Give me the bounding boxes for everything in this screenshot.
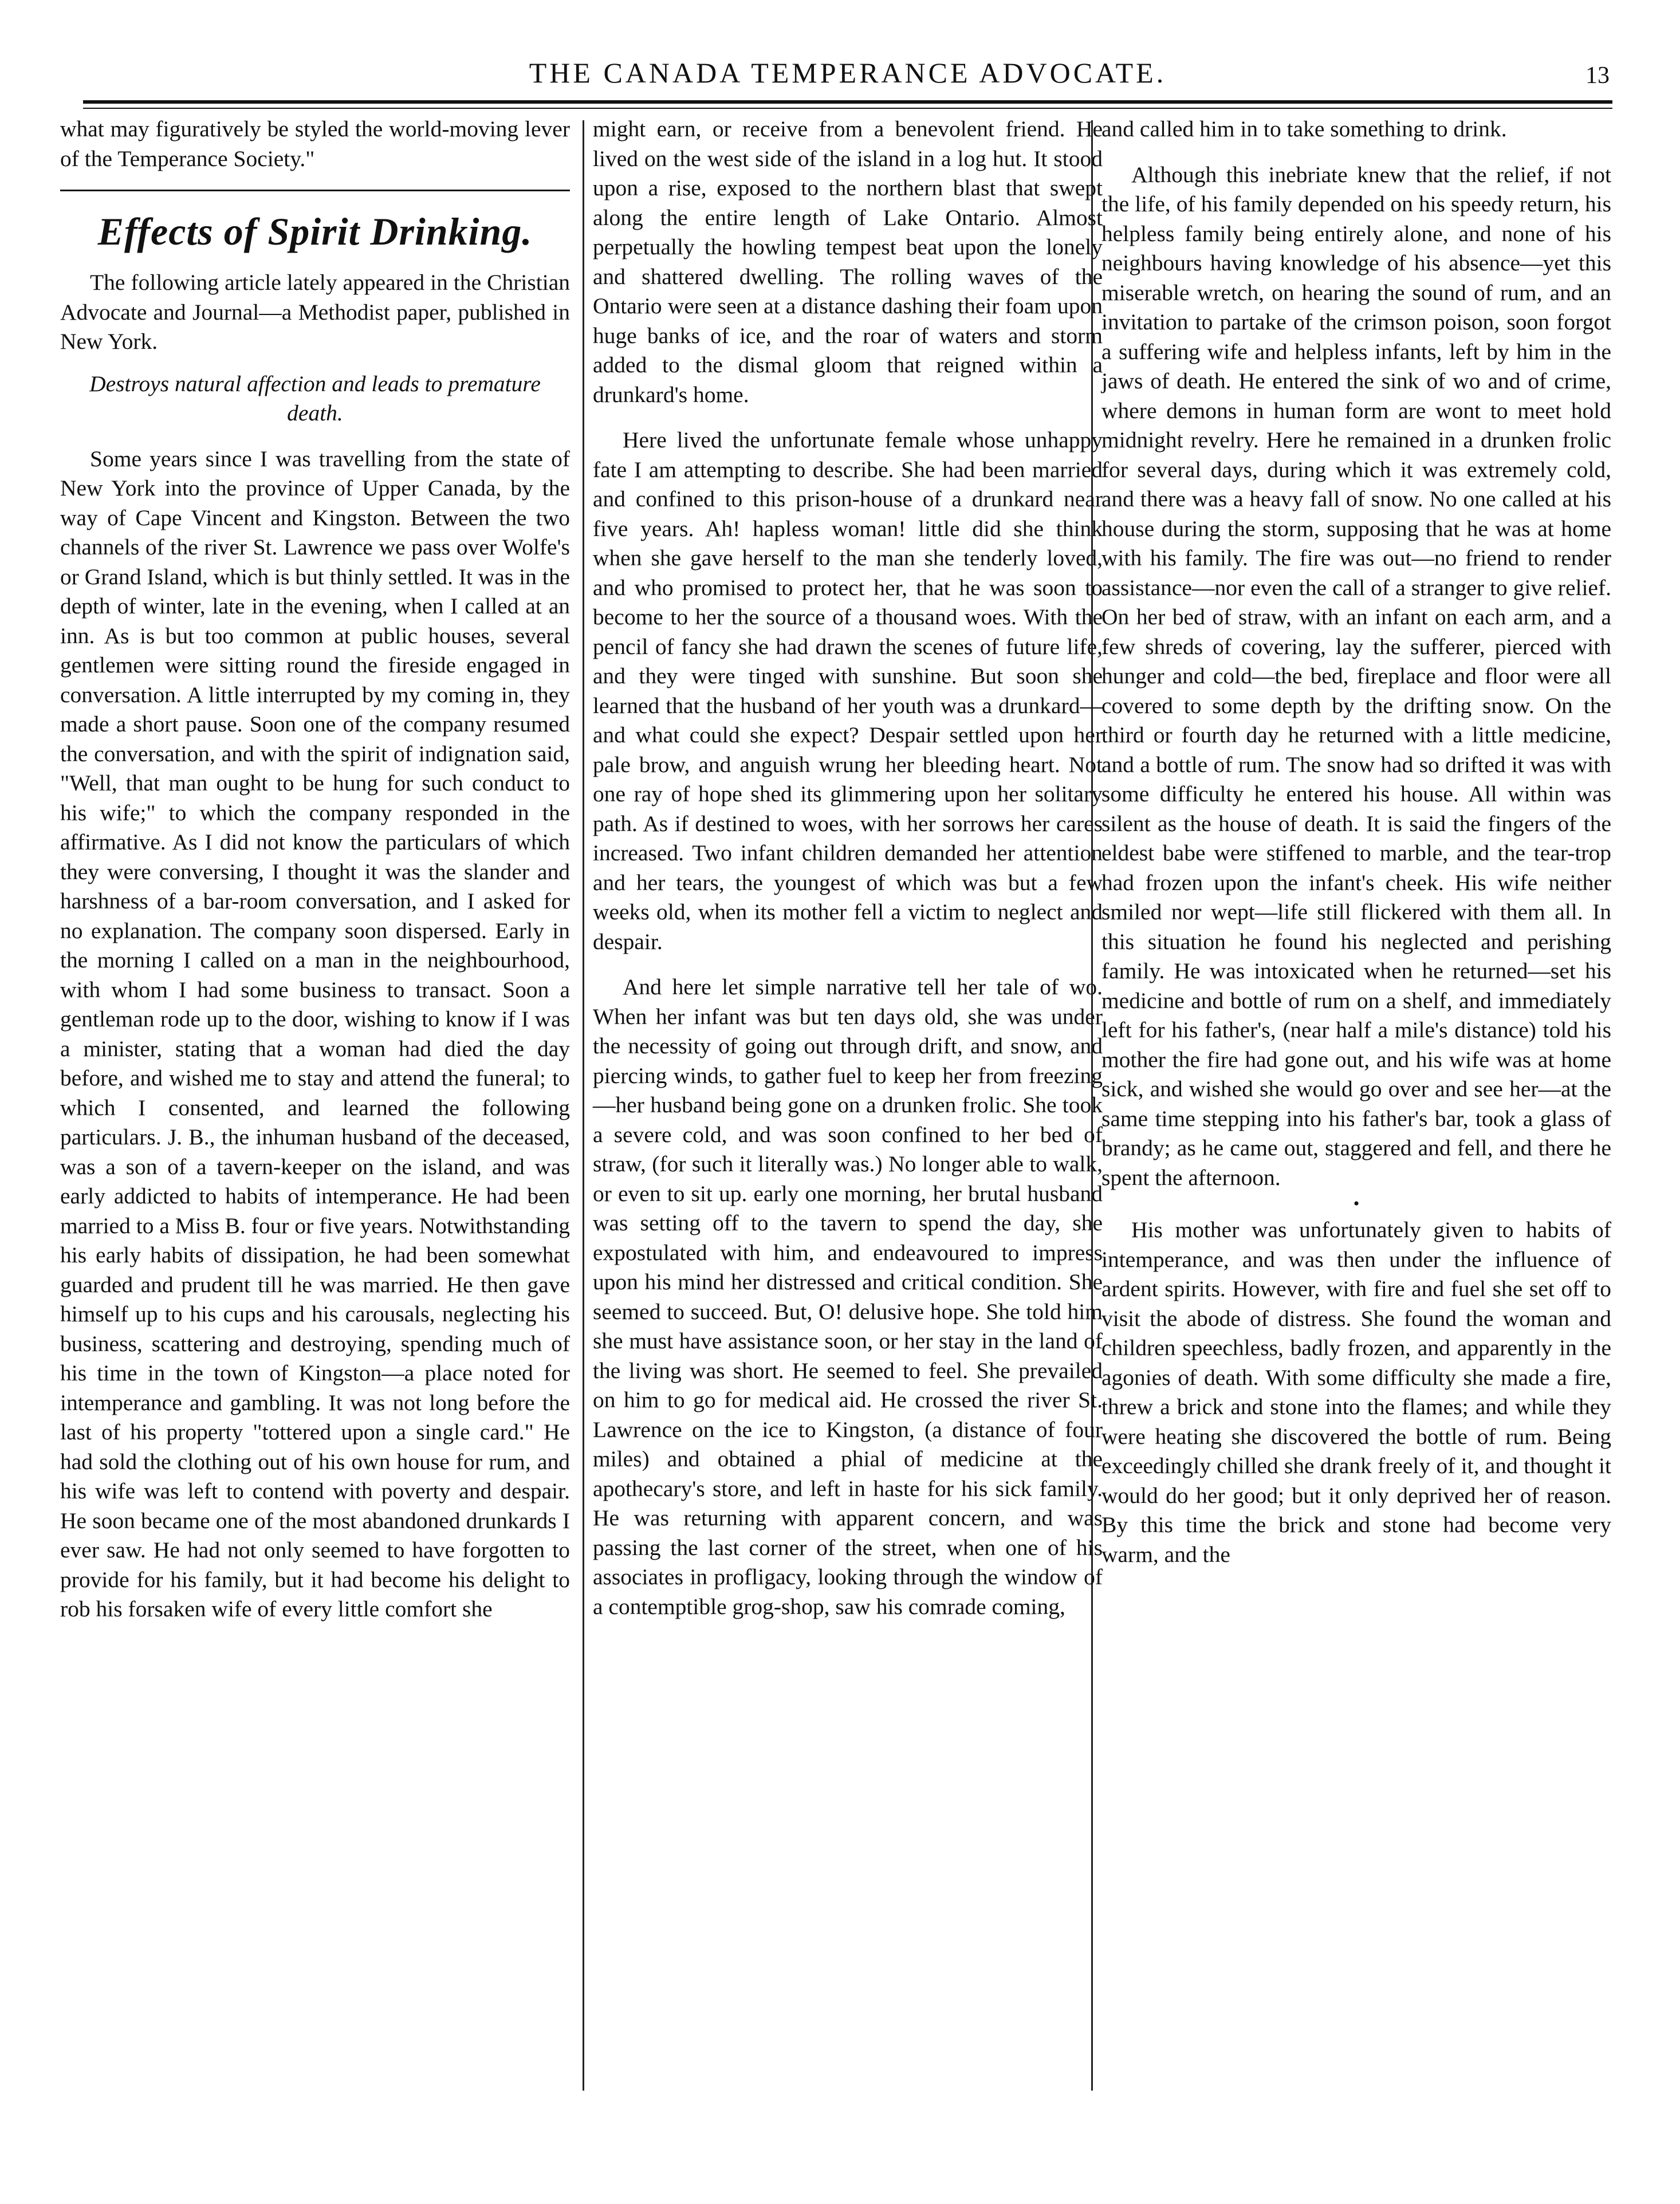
newspaper-title: THE CANADA TEMPERANCE ADVOCATE. bbox=[529, 57, 1167, 89]
subheading: Destroys natural affection and leads to premature death. bbox=[89, 371, 541, 426]
running-head bbox=[86, 52, 1610, 103]
column-divider-1 bbox=[583, 120, 584, 2091]
section-divider bbox=[60, 190, 570, 191]
article-paragraph: And here let simple narrative tell her tale of wo. When her infant was but ten days old, she was under the necessity of going out through drift, and snow, and piercing winds, to gather fuel to keep her from freezing—her husband being gone on a drunken frolic. She took a severe cold, and was soon confined to her bed of straw, (for such it literally was.) No longer able to walk, or even to sit up. early one morning, her brutal husband was setting off to the tavern to spend the day, she expostulated with him, and endeavoured to impress upon his mind her distressed and critical condition. She seemed to succeed. But, O! delusive hope. She told him she must have assistance soon, or her stay in the land of the living was short. He seemed to feel. She prevailed on him to go for medical aid. He crossed the river St. Lawrence on the ice to Kingston, (a distance of four miles) and obtained a phial of medicine at the apothecary's store, and left in haste for his sick family. He was returning with apparent concern, and was passing the last corner of the street, when one of his associates in profligacy, looking through the window of a contemptible grog-shop, saw his comrade coming, bbox=[593, 974, 1103, 1619]
article-paragraph: Although this inebriate knew that the relief, if not the life, of his family depended on his speedy return, his helpless family being entirely alone, and none of his neighbours having knowledge of his absence—yet this miserable wretch, on hearing the sound of rum, and an invitation to partake of the crimson poison, soon forgot a suffering wife and helpless infants, left by him in the jaws of death. He entered the sink of wo and of crime, where demons in human form are wont to meet hold midnight revelry. Here he remained in a drunken frolic for several days, during which it was extremely cold, and there was a heavy fall of snow. No one called at his house during the storm, supposing that he was at home with his family. The fire was out—no friend to render assistance—nor even the call of a stranger to give relief. On her bed of straw, with an infant on each arm, and a few shreds of covering, lay the sufferer, pierced with hunger and cold—the bed, fireplace and floor were all covered to some depth by the drifting snow. On the third or fourth day he returned with a little medicine, and a bottle of rum. The snow had so drifted it was with some difficulty he entered his house. All within was silent as the house of death. It is said the fingers of the eldest babe were stiffened to marble, and the tear-trop had frozen upon the infant's cheek. His wife neither smiled nor wept—life still flickered with them all. In this situation he found his neglected and perishing family. He was intoxicated when he returned—set his medicine and bottle of rum on a shelf, and immediately left for his father's, (near half a mile's distance) told his mother the fire had gone out, and his wife was at home sick, and wished she would go over and see her—at the same time stepping into his father's bar, took a glass of brandy; as he came out, staggered and fell, and there he spent the afternoon. bbox=[1101, 162, 1611, 1190]
article-paragraph: might earn, or receive from a benevolent friend. He lived on the west side of the island in a log hut. It stood upon a rise, exposed to the northern blast that swept along the entire length of Lake Ontario. Almost perpetually the howling tempest beat upon the lonely and shattered dwelling. The rolling waves of the Ontario were seen at a distance dashing their foam upon huge banks of ice, and the roar of waters and storm added to the dismal gloom that reigned within a drunkard's home. bbox=[593, 116, 1103, 407]
lead-paragraph: The following article lately appeared in the Christian Advocate and Journal—a Methodist paper, published in New York. bbox=[60, 270, 570, 354]
article-paragraph: Here lived the unfortunate female whose unhappy fate I am attempting to describe. She had been married and confined to this prison-house of a drunkard near five years. Ah! hapless woman! little did she think when she gave herself to the man she tenderly loved, and who promised to protect her, that he was soon to become to her the source of a thousand woes. With the pencil of fancy she had drawn the scenes of future life, and they were tinged with sunshine. But soon she learned that the husband of her youth was a drunkard—and what could she expect? Despair settled upon her pale brow, and anguish wrung her bleeding heart. Not one ray of hope shed its glimmering upon her solitary path. As if destined to woes, with her sorrows her cares increased. Two infant children demanded her attention and her tears, the youngest of which was but a few weeks old, when its mother fell a victim to neglect and despair. bbox=[593, 427, 1103, 954]
column-3 bbox=[1101, 115, 1611, 1569]
column-1 bbox=[60, 115, 570, 1624]
section-title: Effects of Spirit Drinking. bbox=[97, 210, 533, 253]
bullet-ornament: • bbox=[1353, 1194, 1360, 1213]
article-paragraph: His mother was unfortunately given to habits of intemperance, and was then under the influence of ardent spirits. However, with fire and fuel she set off to visit the abode of distress. She found the woman and children speechless, badly frozen, and apparently in the agonies of death. With some difficulty she made a fire, threw a brick and stone into the flames; and while they were heating she discovered the bottle of rum. Being exceedingly chilled she drank freely of it, and thought it would do her good; but it only deprived her of reason. By this time the brick and stone had become very warm, and the bbox=[1101, 1217, 1611, 1567]
intro-text: what may figuratively be styled the world-moving lever of the Temperance Society." bbox=[60, 116, 570, 171]
article-paragraph: and called him in to take something to drink. bbox=[1101, 116, 1507, 141]
header-rule-thin bbox=[83, 108, 1612, 109]
header-rule bbox=[83, 100, 1612, 104]
page-number: 13 bbox=[1585, 62, 1610, 89]
column-2 bbox=[593, 115, 1103, 1621]
article-paragraph: Some years since I was travelling from the state of New York into the province of Upper Canada, by the way of Cape Vincent and Kingston. Between the two channels of the river St. Lawrence we pass over Wolfe's or Grand Island, which is but thinly settled. It was in the depth of winter, late in the evening, when I called at an inn. As is but too common at public houses, several gentlemen were sitting round the fireside engaged in conversation. A little interrupted by my coming in, they made a short pause. Soon one of the company resumed the conversation, and with the spirit of indignation said, "Well, that man ought to be hung for such conduct to his wife;" to which the company responded in the affirmative. As I did not know the particulars of which they were conversing, I thought it was the slander and harshness of a bar-room conversation, and I asked for no explanation. The company soon dispersed. Early in the morning I called on a man in the neighbourhood, with whom I had some business to transact. Soon a gentleman rode up to the door, wishing to know if I was a minister, stating that a woman had died the day before, and wished me to stay and attend the funeral; to which I consented, and learned the following particulars. J. B., the inhuman husband of the deceased, was a son of a tavern-keeper on the island, and was early addicted to habits of intemperance. He had been married to a Miss B. four or five years. Notwithstanding his early habits of dissipation, he had been somewhat guarded and prudent till he was married. He then gave himself up to his cups and his carousals, neglecting his business, scattering and destroying, spending much of his time in the town of Kingston—a place noted for intemperance and gambling. It was not long before the last of his property "tottered upon a single card." He had sold the clothing out of his own house for rum, and his wife was left to contend with poverty and despair. He soon became one of the most abandoned drunkards I ever saw. He had not only seemed to have forgotten to provide for his family, but it had become his delight to rob his forsaken wife of every little comfort she bbox=[60, 446, 570, 1621]
